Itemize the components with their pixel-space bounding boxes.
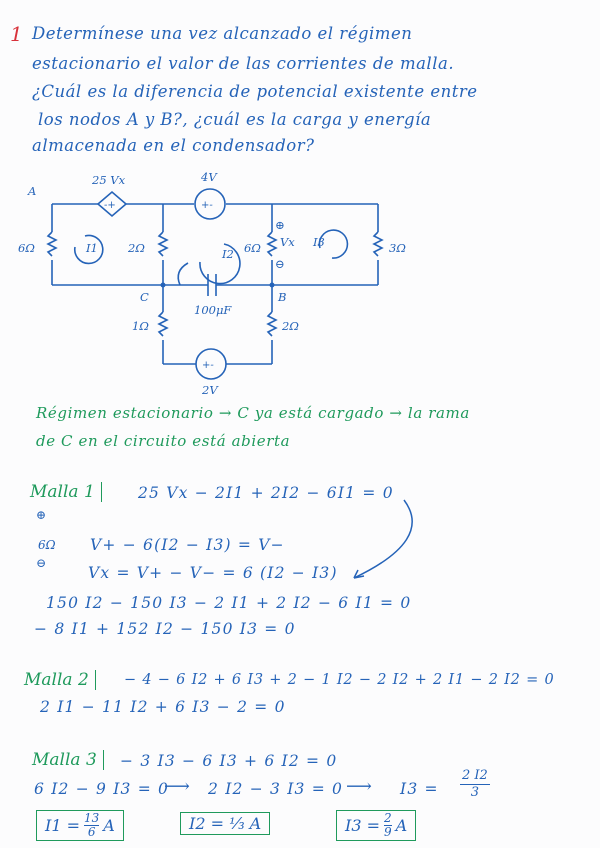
mesh-1-eq-4: 150 I2 − 150 I3 − 2 I1 + 2 I2 − 6 I1 = 0 xyxy=(46,594,412,612)
mesh-1-label: I1 xyxy=(86,241,98,255)
steady-state-note-1: Régimen estacionario → C ya está cargado → la rama xyxy=(36,404,470,422)
result-i3-box xyxy=(336,810,416,841)
steady-state-note-2: de C en el circuito está abierta xyxy=(36,432,291,450)
mesh-1-eq-1: 25 Vx − 2I1 + 2I2 − 6I1 = 0 xyxy=(138,484,394,502)
mesh-3-frac-num: 2 I2 xyxy=(462,768,488,783)
mesh-3-heading: Malla 3 xyxy=(32,750,104,770)
mesh-2-eq-2: 2 I1 − 11 I2 + 6 I3 − 2 = 0 xyxy=(40,698,286,716)
vx-label: Vx xyxy=(280,235,295,249)
mesh-3-eq-3: 2 I2 − 3 I3 = 0 xyxy=(208,780,344,798)
problem-line-2: estacionario el valor de las corrientes de malla. xyxy=(32,54,455,73)
problem-number: 1 xyxy=(10,22,24,46)
mesh-3-eq-2: 6 I2 − 9 I3 = 0 xyxy=(34,780,170,798)
resistor-2-bottom-label: 2Ω xyxy=(282,319,299,333)
resistor-3-label: 3Ω xyxy=(389,241,406,255)
implies-arrow-2: ⟶ xyxy=(346,776,372,797)
mesh-1-eq-3: Vx = V+ − V− = 6 (I2 − I3) xyxy=(88,564,338,582)
mesh-1-heading: Malla 1 xyxy=(30,482,102,502)
source-2v-sign: +- xyxy=(202,360,214,371)
result-i3-unit: A xyxy=(395,816,408,835)
problem-line-3: ¿Cuál es la diferencia de potencial existente entre xyxy=(32,82,478,101)
result-i1-box xyxy=(36,810,124,841)
mesh-3-eq-1: − 3 I3 − 6 I3 + 6 I2 = 0 xyxy=(120,752,338,770)
mesh-3-fraction xyxy=(460,768,490,801)
result-i3-fraction xyxy=(384,812,392,839)
result-i1-num: 13 xyxy=(84,811,100,825)
mesh-2-label: I2 xyxy=(222,247,234,261)
mesh-1-plus: ⊕ xyxy=(36,508,47,522)
mesh-1-eq-5: − 8 I1 + 152 I2 − 150 I3 = 0 xyxy=(34,620,296,638)
mesh-3-label: I3 xyxy=(313,235,325,249)
result-i3-lhs: I3 = xyxy=(345,816,380,835)
mesh-3-frac-den: 3 xyxy=(470,785,480,800)
node-b-label: B xyxy=(278,290,287,304)
dep-source-sign: -+ xyxy=(104,200,116,211)
mesh-1-minus: ⊖ xyxy=(36,556,47,570)
resistor-6-left-label: 6Ω xyxy=(18,241,35,255)
result-i1-unit: A xyxy=(103,816,115,835)
dep-source-label: 25 Vx xyxy=(92,173,126,187)
resistor-1-label: 1Ω xyxy=(132,319,149,333)
result-i2-box: I2 = ⅓ A xyxy=(180,812,270,835)
mesh-1-r6: 6Ω xyxy=(38,538,56,552)
resistor-6-right-label: 6Ω xyxy=(244,241,261,255)
capacitor-label: 100μF xyxy=(194,303,232,317)
implies-arrow-1: ⟶ xyxy=(164,776,190,797)
problem-line-1: Determínese una vez alcanzado el régimen xyxy=(32,24,413,43)
result-i1-fraction xyxy=(84,812,99,839)
mesh-1-eq-2: V+ − 6(I2 − I3) = V− xyxy=(90,536,285,554)
problem-line-5: almacenada en el condensador? xyxy=(32,136,315,155)
mesh-2-heading: Malla 2 xyxy=(24,670,96,690)
vx-plus: ⊕ xyxy=(275,218,285,232)
problem-line-4: los nodos A y B?, ¿cuál es la carga y energía xyxy=(38,110,432,129)
mesh-3-eq-4: I3 = xyxy=(400,780,439,798)
result-i3-num: 2 xyxy=(384,811,392,825)
resistor-2-mid-label: 2Ω xyxy=(128,241,145,255)
result-i1-lhs: I1 = xyxy=(45,816,80,835)
vx-minus: ⊖ xyxy=(275,257,285,271)
mesh-2-eq-1: − 4 − 6 I2 + 6 I3 + 2 − 1 I2 − 2 I2 + 2 I1 − 2 I2 = 0 xyxy=(124,672,555,688)
node-a-label: A xyxy=(28,184,37,198)
source-4v-label: 4V xyxy=(201,170,217,184)
node-c-label: C xyxy=(140,290,149,304)
result-i3-den: 9 xyxy=(384,825,392,839)
result-i1-den: 6 xyxy=(87,825,96,839)
source-4v-sign: +- xyxy=(201,200,213,211)
source-2v-label: 2V xyxy=(202,383,218,397)
